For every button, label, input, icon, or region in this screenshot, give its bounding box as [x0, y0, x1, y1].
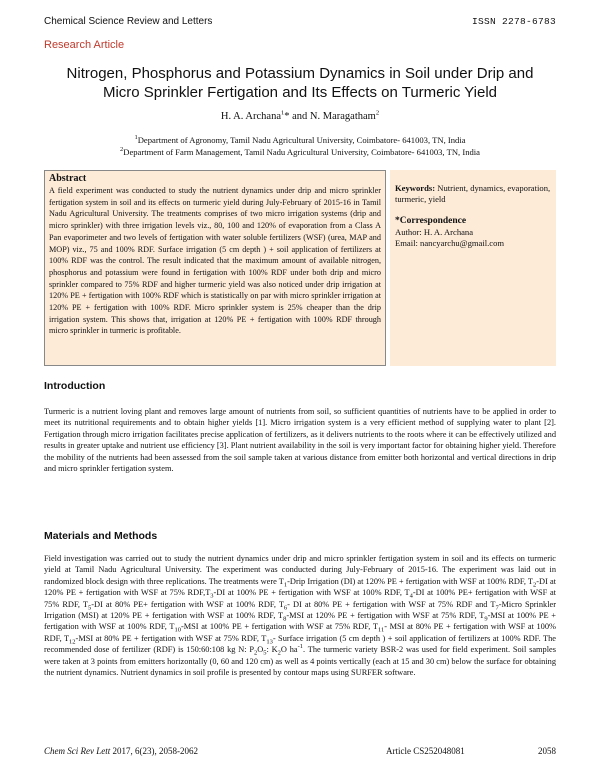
footer-journal: Chem Sci Rev Lett	[44, 746, 111, 756]
keywords-correspondence-box	[390, 170, 556, 366]
issn: ISSN 2278-6783	[471, 16, 556, 27]
affiliation-2-text: Department of Farm Management, Tamil Nadu Agricultural University, Coimbatore- 641003, TN, India	[123, 147, 480, 157]
footer-citation	[44, 746, 198, 756]
title-line-1: Nitrogen, Phosphorus and Potassium Dynamics in Soil under Drip and	[66, 65, 534, 82]
abstract-box	[44, 170, 386, 366]
paper-title	[44, 64, 556, 102]
article-type-label: Research Article	[44, 39, 125, 51]
author-2: N. Maragatham	[309, 111, 376, 122]
affiliation-2-sup: 2	[119, 146, 124, 154]
affiliation-1-sup: 1	[134, 134, 138, 142]
authors	[44, 111, 556, 122]
methods-text: Field investigation was carried out to study the nutrient dynamics under drip and micro sprinkler fertigation system in soil and its effects on turmeric yield at Tamil Nadu Agricultural University. The experiment was conducted during July-February of 2015-16. The experiment was laid out in randomized block design with three replications. The treatments were $T_1$-Drip Irrigation (DI) at 120% PE + fertigation with WSF at 100% RDF, $T_2-DI$ at 120% PE + fertigation with WSF at 75% $RDF,T_3-DI$ at 100% PE + fertigation with WSF at 100% RDF, $T_4-DI$ at 100% PE+ fertigation with WSF at 75% RDF, $T_5-DI$ at 80% PE+ fertigation with WSF at 100% RDF, $T_6-$ DI at 80% PE + fertigation with WSF at 75% RDF and $T_7$-Micro Sprinkler Irrigation (MSI) at 120% PE + fertigation with WSF at 100% RDF, $T_8$-MSI at 120% PE + fertigation with WSF at 75% RDF, $T_9$-MSI at 100% PE + fertigation with WSF at 100% RDF, $T_{10}$-MSI at 100% PE + fertigation with WSF at 75% RDF, $T_{11}-$ MSI at 80% PE + fertigation with WSF at 100% RDF, $T_{12}$-MSI at 80% PE + fertigation with WSF at 75% RDF, $T_{13}-$ Surface irrigation (5 cm depth ) + soil application of fertilizers at 100% RDF. The recommended dose of fertilizer (RDF) is 150:60:108 kg N: $P_2O_5$: $K_2O$ $ha^{-1}$. The turmeric variety BSR-2 was used for field experiment. Soil samples were taken at 3 points from emitters horizontally (0, 60 and 120 cm) as well as 4 points vertically (each at 15 and 30 cm) below the surface for obtaining the nutrient dynamics. Nutrient dynamics in soil profile is presented by contour maps using SURFER software.	[44, 554, 557, 678]
keywords	[395, 183, 551, 205]
correspondence-author: Author: H. A. Archana	[395, 227, 474, 237]
authors-and: and	[289, 111, 310, 122]
correspondence-email[interactable]: Email: nancyarchu@gmail.com	[395, 238, 505, 248]
abstract-heading: Abstract	[49, 173, 87, 184]
title-line-2: Micro Sprinkler Fertigation and Its Effects on Turmeric Yield	[102, 84, 498, 101]
keywords-text: Nutrient, dynamics, evaporation, turmeric, yield	[395, 183, 551, 204]
author-1: H. A. Archana	[220, 111, 281, 122]
page-number: 2058	[538, 746, 556, 756]
corresponding-mark: *	[284, 111, 290, 122]
introduction-text: Turmeric is a nutrient loving plant and removes large amount of nutrients from soil, so sufficient quantities of nutrients have to be applied in order to meet its nutritional requirements and to obtain higher yields [1]. Micro irrigation system is a very efficient method of supplying water to plant [2]. Fertigation through micro irrigation facilitates precise application of fertilizers, as it delivers nutrients to the roots where it can be effectively utilized and results in greater uptake and nutrient use efficiency [3]. Plant nutrient availability in the soil is very important factor for obtaining higher yield. Therefore the mobility of the nutrients had been assessed from the soil sample taken at various distance from emitter both horizontal and vertical directions in drip and micro sprinkler fertigation system.	[44, 407, 556, 474]
author-1-affil-sup: 1	[281, 109, 285, 117]
keywords-label: Keywords:	[395, 183, 436, 193]
abstract-text: A field experiment was conducted to study the nutrient dynamics under drip and micro sprinkler fertigation system in soil and its effects on turmeric yield during July-February of 2015-16 in Tamil Nadu Agricultural University. The treatments comprises of two micro irrigation systems (drip and micro sprinkler) with three irrigation levels viz., 80, 100 and 120% of evaporation from a Class A Pan evaporimeter and two levels of fertigation with water soluble fertilizers (WSF) (urea, MAP and MOP) viz., 75 and 100% RDF. Surface irrigation (5 cm depth ) + soil application of fertilizers at 100% RDF was the control. The result indicated that the maximum amount of available nitrogen, phosphorus and potassium were found in fertigation with 100% RDF under both drip and micro sprinkler compared to 75% RDF and higher turmeric yield was also noticed under drip irrigation at 120% PE + fertigation with 100% RDF which is statistically on par with micro sprinkler irrigation at 120% PE + fertigation with 100% RDF. Micro sprinkler system is 25% cheaper than the drip irrigation system. This shows that, irrigation at 120% PE + fertigation with 100% RDF through micro sprinkler in turmeric is profitable.	[49, 186, 381, 336]
introduction-heading: Introduction	[44, 380, 106, 392]
correspondence-heading: *Correspondence	[395, 216, 467, 226]
running-header	[44, 16, 556, 30]
footer-article-id: Article CS252048081	[386, 746, 465, 756]
footer-volume: 2017, 6(23), 2058-2062	[110, 746, 198, 756]
affiliation-2	[44, 146, 556, 158]
author-2-affil-sup: 2	[375, 109, 380, 117]
journal-name: Chemical Science Review and Letters	[44, 16, 213, 27]
affiliation-1	[44, 134, 556, 146]
affiliations	[44, 134, 556, 158]
affiliation-1-text: Department of Agronomy, Tamil Nadu Agricultural University, Coimbatore- 641003, TN, India	[137, 135, 466, 145]
methods-heading: Materials and Methods	[44, 530, 158, 542]
